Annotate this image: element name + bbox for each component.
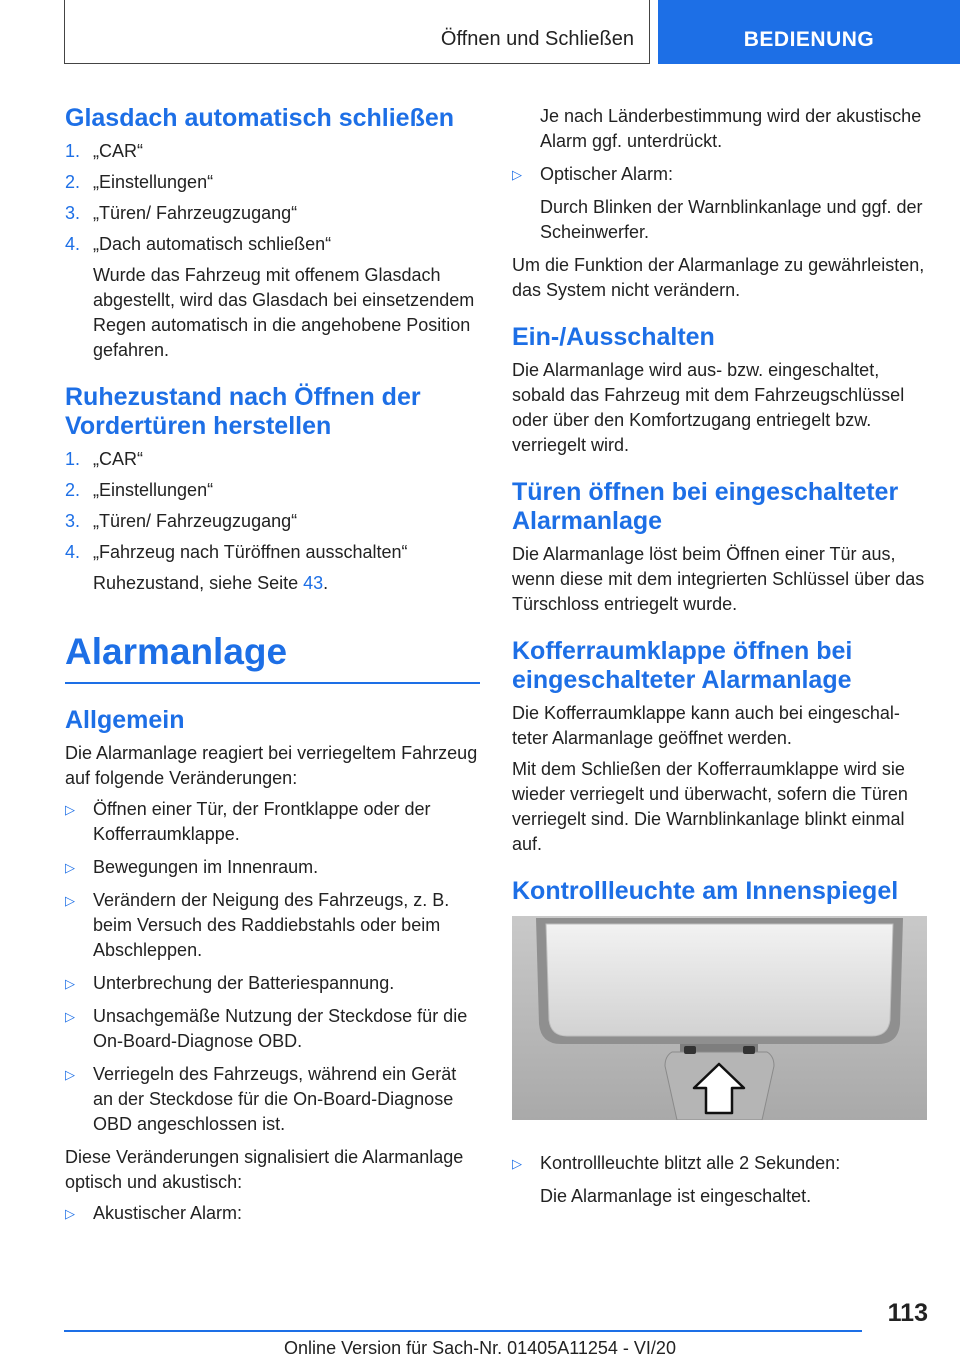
- ruhe-note: Ruhezustand, siehe Seite 43.: [93, 573, 329, 593]
- signal-text: Diese Veränderungen signalisiert die Alarmanlage optisch und akustisch:: [65, 1146, 464, 1192]
- glasdach-note: Wurde das Fahrzeug mit offenem Glasdach abgestellt, wird das Glasdach bei einsetzendem Regen automatisch in die angehobene Position gefahren.: [93, 265, 475, 360]
- heading-kontrollleuchte: Kontrollleuchte am Innenspiegel: [512, 877, 899, 905]
- koffer-text-1: Die Kofferraumklappe kann auch bei eingeschalteter Alarmanlage geöffnet werden.: [512, 703, 900, 748]
- tueren-text: Die Alarmanlage löst beim Öffnen einer Tür aus, wenn diese mit dem integrierten Schlüssel über das Türschloss entriegelt wurde.: [512, 544, 925, 614]
- koffer-text-2: Mit dem Schließen der Kofferraumklappe wird sie wieder verriegelt und überwacht, sofern die Türen verriegelt sind. Die Warnblinkanlage blinkt einmal auf.: [512, 759, 908, 854]
- chapter-label: BEDIENUNG: [743, 28, 875, 51]
- list-item: ▷ Unterbrechung der Batteriespannung.: [65, 971, 480, 996]
- list-item: ▷ Optischer Alarm:: [512, 162, 927, 187]
- list-item: 3. „Türen/ Fahrzeugzugang“: [65, 203, 298, 223]
- heading-allgemein: Allgemein: [65, 705, 185, 734]
- list-item: ▷ Verriegeln des Fahrzeugs, während ein Gerät an der Steckdose für die On-Board-Diagnose OBD angeschlossen ist.: [65, 1062, 480, 1137]
- list-item: 1. „CAR“: [65, 449, 143, 469]
- heading-tueren-oeffnen: Türen öffnen bei eingeschalteter Alarmanlage: [512, 478, 899, 535]
- triangle-bullet-icon: ▷: [65, 801, 75, 817]
- triangle-bullet-icon: ▷: [512, 1156, 522, 1171]
- footer-rule: [64, 1330, 862, 1332]
- list-item: ▷ Bewegungen im Innenraum.: [65, 855, 480, 880]
- optisch-list: [512, 162, 927, 187]
- triangle-bullet-icon: ▷: [65, 1205, 75, 1221]
- right-column: [512, 104, 927, 1217]
- heading-ruhezustand: Ruhezustand nach Öffnen der Vordertüren herstellen: [65, 383, 421, 440]
- list-item: ▷ Öffnen einer Tür, der Frontklappe oder der Kofferraumklappe.: [65, 797, 480, 847]
- triangle-bullet-icon: ▷: [65, 975, 75, 991]
- allgemein-intro: Die Alarmanlage reagiert bei verriegeltem Fahrzeug auf folgende Veränderungen:: [65, 742, 478, 788]
- list-item: ▷ Kontrollleuchte blitzt alle 2 Sekunden:: [512, 1151, 927, 1176]
- section-title: Öffnen und Schließen: [440, 28, 634, 50]
- list-item: 2. „Einstellungen“: [65, 172, 214, 192]
- funktion-text: Um die Funktion der Alarmanlage zu gewährleisten, das System nicht verändern.: [512, 255, 925, 300]
- heading-alarmanlage: Alarmanlage: [65, 631, 288, 672]
- list-item: 3. „Türen/ Fahrzeugzugang“: [65, 511, 298, 531]
- triangle-bullet-icon: ▷: [65, 892, 75, 908]
- allgemein-list: [65, 797, 480, 1137]
- list-item: 4. „Fahrzeug nach Türöffnen ausschalten“: [65, 542, 408, 562]
- triangle-bullet-icon: ▷: [65, 859, 75, 875]
- list-item: ▷ Verändern der Neigung des Fahrzeugs, z. B. beim Versuch des Raddiebstahls oder beim Abschleppen.: [65, 888, 480, 963]
- heading-rule: [65, 682, 480, 684]
- triangle-bullet-icon: ▷: [65, 1066, 75, 1082]
- chapter-tab[interactable]: [658, 0, 960, 64]
- list-item: ▷ Akustischer Alarm:: [65, 1201, 480, 1226]
- left-column: [65, 104, 480, 1234]
- ruhe-steps: [65, 447, 480, 565]
- list-item: ▷ Unsachgemäße Nutzung der Steckdose für die On-Board-Diagnose OBD.: [65, 1004, 480, 1054]
- heading-kofferraum: Kofferraumklappe öffnen bei eingeschalteter Alarmanlage: [512, 637, 853, 694]
- alarm-type-list: [65, 1201, 480, 1226]
- kontroll-note: Die Alarmanlage ist eingeschaltet.: [540, 1186, 812, 1206]
- heading-glasdach: Glasdach automatisch schließen: [65, 104, 455, 132]
- mirror-illustration: [512, 916, 927, 1120]
- glasdach-steps: [65, 139, 480, 257]
- akustisch-note: Je nach Länderbestimmung wird der akustische Alarm ggf. unterdrückt.: [540, 106, 922, 151]
- triangle-bullet-icon: ▷: [512, 167, 522, 182]
- kontroll-list: [512, 1151, 927, 1176]
- einaus-text: Die Alarmanlage wird aus- bzw. eingeschaltet, sobald das Fahrzeug mit dem Fahrzeugschlüssel oder über den Komfortzugang entriegelt bzw. verriegelt wird.: [512, 360, 905, 455]
- list-item: 4. „Dach automatisch schließen“: [65, 234, 332, 254]
- heading-ein-ausschalten: Ein-/Ausschalten: [512, 323, 715, 351]
- optisch-note: Durch Blinken der Warnblinkanlage und ggf. der Scheinwerfer.: [540, 197, 923, 242]
- list-item: 2. „Einstellungen“: [65, 480, 214, 500]
- triangle-bullet-icon: ▷: [65, 1008, 75, 1024]
- page-link-43[interactable]: 43: [303, 573, 324, 593]
- page-number: 113: [887, 1299, 928, 1327]
- footer-text: Online Version für Sach-Nr. 01405A11254 - VI/20: [284, 1338, 676, 1358]
- list-item: 1. „CAR“: [65, 141, 143, 161]
